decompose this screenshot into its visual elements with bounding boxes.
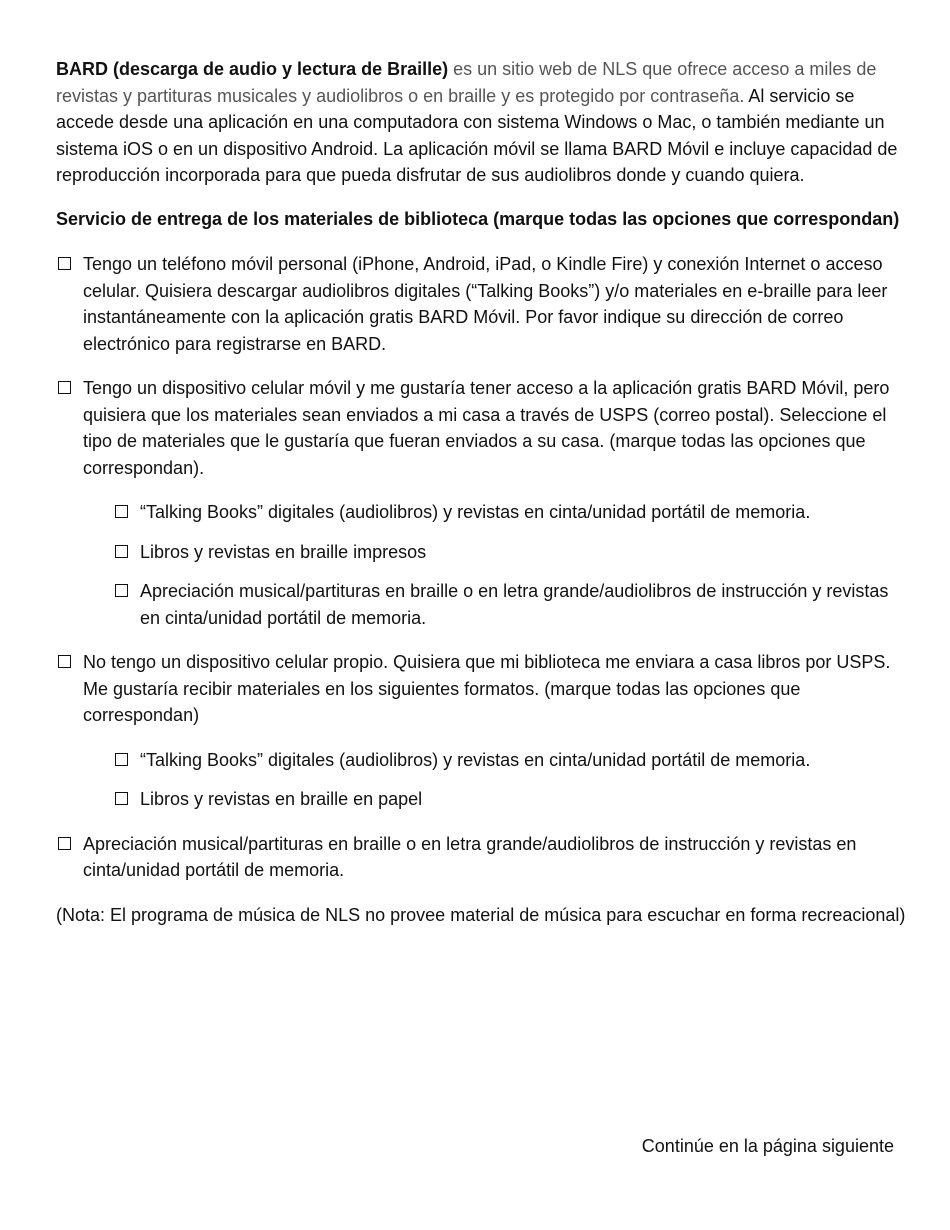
option-mobile-download xyxy=(56,251,906,357)
option-music-appreciation xyxy=(56,831,906,884)
option-no-mobile-device-label: No tengo un dispositivo celular propio. Quisiera que mi biblioteca me enviara a casa libros por USPS. Me gustaría recibir materiales en los siguientes formatos. (marque todas las opciones que correspondan) xyxy=(83,652,891,725)
sub-option-talking-books xyxy=(56,499,906,526)
option-mobile-with-mail xyxy=(56,375,906,481)
sub-option-braille-paper-label: Libros y revistas en braille en papel xyxy=(140,789,423,809)
sub-option-talking-books-label: “Talking Books” digitales (audiolibros) y revistas en cinta/unidad portátil de memoria. xyxy=(140,502,811,522)
option-no-mobile-device xyxy=(56,649,906,729)
checkbox-icon[interactable] xyxy=(58,381,71,394)
sub-option-braille-printed-label: Libros y revistas en braille impresos xyxy=(140,541,427,562)
sub-option-talking-books-mail-label: “Talking Books” digitales (audiolibros) y revistas en cinta/unidad portátil de memoria. xyxy=(140,749,811,770)
sub-option-braille-printed xyxy=(56,539,906,566)
option-mobile-download-label: Tengo un teléfono móvil personal (iPhone, Android, iPad, o Kindle Fire) y conexión Internet o acceso celular. Quisiera descargar audiolibros digitales (“Talking Books”) y/o materiales en e-braille para leer instantáneamente con la aplicación gratis BARD Móvil. Por favor indique su dirección de correo electrónico para registrarse en BARD. xyxy=(83,254,888,354)
intro-bard-details: Al servicio se accede desde una aplicación en una computadora con sistema Windows o Mac, o también mediante un sistema iOS o en un dispositivo Android. La aplicación móvil se llama BARD Móvil e incluye capacidad de reproducción incorporada para que pueda disfrutar de sus audiolibros donde y cuando quiera. xyxy=(56,85,898,185)
checkbox-icon[interactable] xyxy=(115,753,128,766)
sub-option-braille-paper xyxy=(56,786,906,813)
checkbox-icon[interactable] xyxy=(115,505,128,518)
continue-next-page: Continúe en la página siguiente xyxy=(641,1136,894,1156)
checkbox-icon[interactable] xyxy=(58,837,71,850)
checkbox-icon[interactable] xyxy=(58,257,71,270)
document-page xyxy=(56,56,906,928)
delivery-service-heading: Servicio de entrega de los materiales de biblioteca (marque todas las opciones que correspondan) xyxy=(56,208,900,229)
checkbox-icon[interactable] xyxy=(58,655,71,668)
music-program-note: (Nota: El programa de música de NLS no provee material de música para escuchar en forma recreacional) xyxy=(56,904,906,925)
sub-option-talking-books-mail xyxy=(56,747,906,774)
checkbox-icon[interactable] xyxy=(115,545,128,558)
sub-option-music-appreciation-label: Apreciación musical/partituras en braille o en letra grande/audiolibros de instrucción y revistas en cinta/unidad portátil de memoria. xyxy=(140,581,889,628)
checkbox-icon[interactable] xyxy=(115,792,128,805)
sub-option-music-appreciation xyxy=(56,578,906,631)
option-music-appreciation-label: Apreciación musical/partituras en braille o en letra grande/audiolibros de instrucción y revistas en cinta/unidad portátil de memoria. xyxy=(83,833,857,880)
option-mobile-with-mail-label: Tengo un dispositivo celular móvil y me gustaría tener acceso a la aplicación gratis BARD Móvil, pero quisiera que los materiales sean enviados a mi casa a través de USPS (correo postal). Seleccione el tipo de materiales que le gustaría que fueran enviados a su casa. (marque todas las opciones que correspondan). xyxy=(83,378,890,478)
checkbox-icon[interactable] xyxy=(115,584,128,597)
intro-bard-title: BARD (descarga de audio y lectura de Braille) xyxy=(56,59,449,79)
intro-bard-description: es un sitio web de NLS que ofrece acceso a miles de revistas y partituras musicales y audiolibros o en braille y es protegido por contraseña. xyxy=(56,59,877,106)
intro-paragraph xyxy=(56,56,906,189)
